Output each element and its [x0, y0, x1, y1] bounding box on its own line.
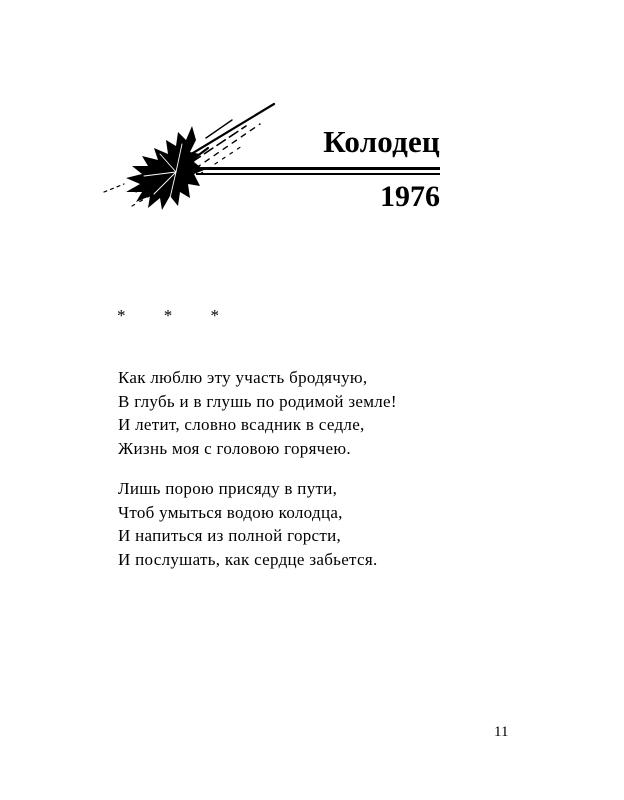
poem-line: И послушать, как сердце забьется.: [118, 549, 378, 569]
poem-line: И летит, словно всадник в седле,: [118, 415, 365, 434]
poem-line: Лишь порою присяду в пути,: [118, 479, 338, 498]
poem-line: И напиться из полной горсти,: [118, 526, 342, 545]
poem-separator: * * *: [117, 306, 236, 325]
page-number: 11: [494, 724, 509, 740]
poem-line: Чтоб умыться водою колодца,: [118, 502, 343, 522]
maple-leaf-icon: [96, 96, 286, 226]
header-rule-thin: [196, 173, 440, 175]
poem-line: В глубь и в глушь по родимой земле!: [118, 391, 397, 411]
section-header: [0, 0, 624, 230]
section-title: Колодец: [323, 124, 440, 159]
poem-line: Как люблю эту участь бродячую,: [118, 368, 368, 387]
poem-body: [118, 366, 518, 588]
poem-line: Жизнь моя с головою горячею.: [118, 438, 351, 458]
header-rule-thick: [196, 167, 440, 170]
stanza-2: [118, 477, 518, 571]
stanza-1: [118, 366, 518, 460]
section-year: 1976: [380, 180, 440, 213]
